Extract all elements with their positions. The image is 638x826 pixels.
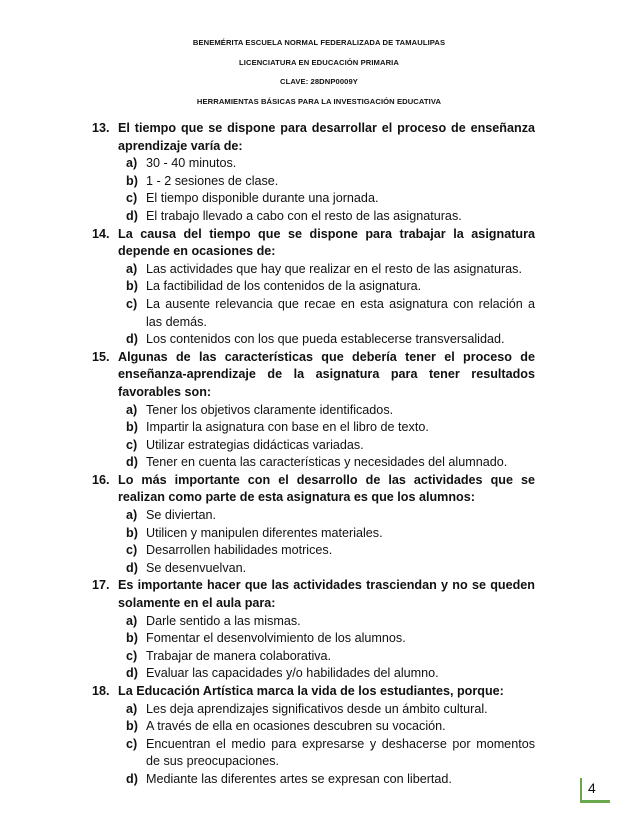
- question-number: 17.: [92, 578, 110, 593]
- option-label: d): [126, 455, 138, 470]
- option: [92, 630, 535, 648]
- option: [92, 419, 535, 437]
- option: [92, 454, 535, 472]
- option-label: b): [126, 173, 138, 188]
- option-label: a): [126, 701, 138, 716]
- option: [92, 613, 535, 631]
- question-text: Es importante hacer que las actividades trasciendan y no se queden solamente en el aula para:: [118, 578, 535, 611]
- question-14: [92, 226, 535, 349]
- option: [92, 261, 535, 279]
- question-15: [92, 349, 535, 472]
- option-label: c): [126, 736, 138, 751]
- option-label: b): [126, 279, 138, 294]
- option-label: c): [126, 543, 138, 558]
- option: [92, 542, 535, 560]
- option: [92, 155, 535, 173]
- option-text: Se desenvuelvan.: [146, 560, 247, 575]
- option-text: Mediante las diferentes artes se expresan con libertad.: [146, 771, 452, 786]
- question-number: 16.: [92, 472, 110, 487]
- option-label: a): [126, 156, 138, 171]
- option-label: c): [126, 191, 138, 206]
- question-number: 15.: [92, 349, 110, 364]
- option: [92, 437, 535, 455]
- option-label: d): [126, 332, 138, 347]
- option-text: Las actividades que hay que realizar en el resto de las asignaturas.: [146, 261, 522, 276]
- option-text: Darle sentido a las mismas.: [146, 613, 301, 628]
- option-text: Les deja aprendizajes significativos desde un ámbito cultural.: [146, 701, 488, 716]
- option-label: a): [126, 613, 138, 628]
- option-label: a): [126, 402, 138, 417]
- question-text: La causa del tiempo que se dispone para trabajar la asignatura depende en ocasiones de:: [118, 226, 535, 259]
- option-text: Impartir la asignatura con base en el libro de texto.: [146, 420, 429, 435]
- question-text: La Educación Artística marca la vida de los estudiantes, porque:: [118, 684, 504, 698]
- option-text: 30 - 40 minutos.: [146, 156, 237, 171]
- option-label: a): [126, 261, 138, 276]
- option-text: Desarrollen habilidades motrices.: [146, 543, 333, 558]
- option-text: Tener los objetivos claramente identificados.: [146, 402, 394, 417]
- header-course: HERRAMIENTAS BÁSICAS PARA LA INVESTIGACIÓN EDUCATIVA: [196, 96, 442, 106]
- option-text: El trabajo llevado a cabo con el resto de las asignaturas.: [146, 208, 462, 223]
- question-18: [92, 683, 535, 789]
- option: [92, 771, 535, 789]
- option: [92, 701, 535, 719]
- header-degree: LICENCIATURA EN EDUCACIÓN PRIMARIA: [239, 57, 399, 67]
- option: [92, 402, 535, 420]
- option-text: Evaluar las capacidades y/o habilidades del alumno.: [146, 666, 439, 681]
- option-text: 1 - 2 sesiones de clase.: [146, 173, 279, 188]
- option-label: d): [126, 208, 138, 223]
- option: [92, 718, 535, 736]
- question-17: [92, 577, 535, 683]
- option-text: Se diviertan.: [146, 508, 217, 523]
- document-header: [0, 38, 638, 116]
- option-text: La ausente relevancia que recae en esta asignatura con relación a las demás.: [146, 296, 535, 329]
- option: [92, 173, 535, 191]
- option-text: Tener en cuenta las características y necesidades del alumnado.: [146, 455, 508, 470]
- question-16: [92, 472, 535, 578]
- question-list: [92, 120, 535, 789]
- option-label: b): [126, 525, 138, 540]
- question-13: [92, 120, 535, 226]
- option-label: b): [126, 719, 138, 734]
- option-label: a): [126, 508, 138, 523]
- option-label: c): [126, 296, 138, 311]
- option: [92, 278, 535, 296]
- option-text: Utilizar estrategias didácticas variadas.: [146, 437, 364, 452]
- option-text: Encuentran el medio para expresarse y deshacerse por momentos de sus preocupaciones.: [146, 736, 535, 769]
- option-label: d): [126, 771, 138, 786]
- option: [92, 665, 535, 683]
- option-label: b): [126, 631, 138, 646]
- option: [92, 190, 535, 208]
- option-label: b): [126, 420, 138, 435]
- question-text: Algunas de las características que debería tener el proceso de enseñanza-aprendizaje de la asignatura para tener resultados favorables son:: [118, 349, 535, 399]
- option-text: Fomentar el desenvolvimiento de los alumnos.: [146, 631, 406, 646]
- option: [92, 296, 535, 331]
- option: [92, 507, 535, 525]
- option-text: La factibilidad de los contenidos de la asignatura.: [146, 279, 422, 294]
- option-text: El tiempo disponible durante una jornada.: [146, 191, 379, 206]
- page-number: 4: [588, 780, 596, 796]
- option: [92, 648, 535, 666]
- option: [92, 525, 535, 543]
- option-label: d): [126, 666, 138, 681]
- option-text: Utilicen y manipulen diferentes materiales.: [146, 525, 383, 540]
- header-institution: BENEMÉRITA ESCUELA NORMAL FEDERALIZADA DE TAMAULIPAS: [192, 38, 446, 47]
- option-text: Los contenidos con los que pueda establecerse transversalidad.: [146, 332, 505, 347]
- option-label: c): [126, 437, 138, 452]
- option-label: c): [126, 648, 138, 663]
- question-text: El tiempo que se dispone para desarrollar el proceso de enseñanza aprendizaje varía de:: [118, 121, 535, 153]
- option: [92, 736, 535, 771]
- question-number: 13.: [92, 121, 110, 135]
- option-label: d): [126, 560, 138, 575]
- header-code: CLAVE: 28DNP0009Y: [280, 77, 358, 86]
- option: [92, 208, 535, 226]
- option-text: A través de ella en ocasiones descubren su vocación.: [146, 719, 446, 734]
- question-number: 18.: [92, 684, 110, 698]
- question-text: Lo más importante con el desarrollo de las actividades que se realizan como parte de esta asignatura es que los alumnos:: [118, 472, 535, 505]
- option: [92, 331, 535, 349]
- option-text: Trabajar de manera colaborativa.: [146, 648, 332, 663]
- option: [92, 560, 535, 578]
- question-number: 14.: [92, 226, 110, 241]
